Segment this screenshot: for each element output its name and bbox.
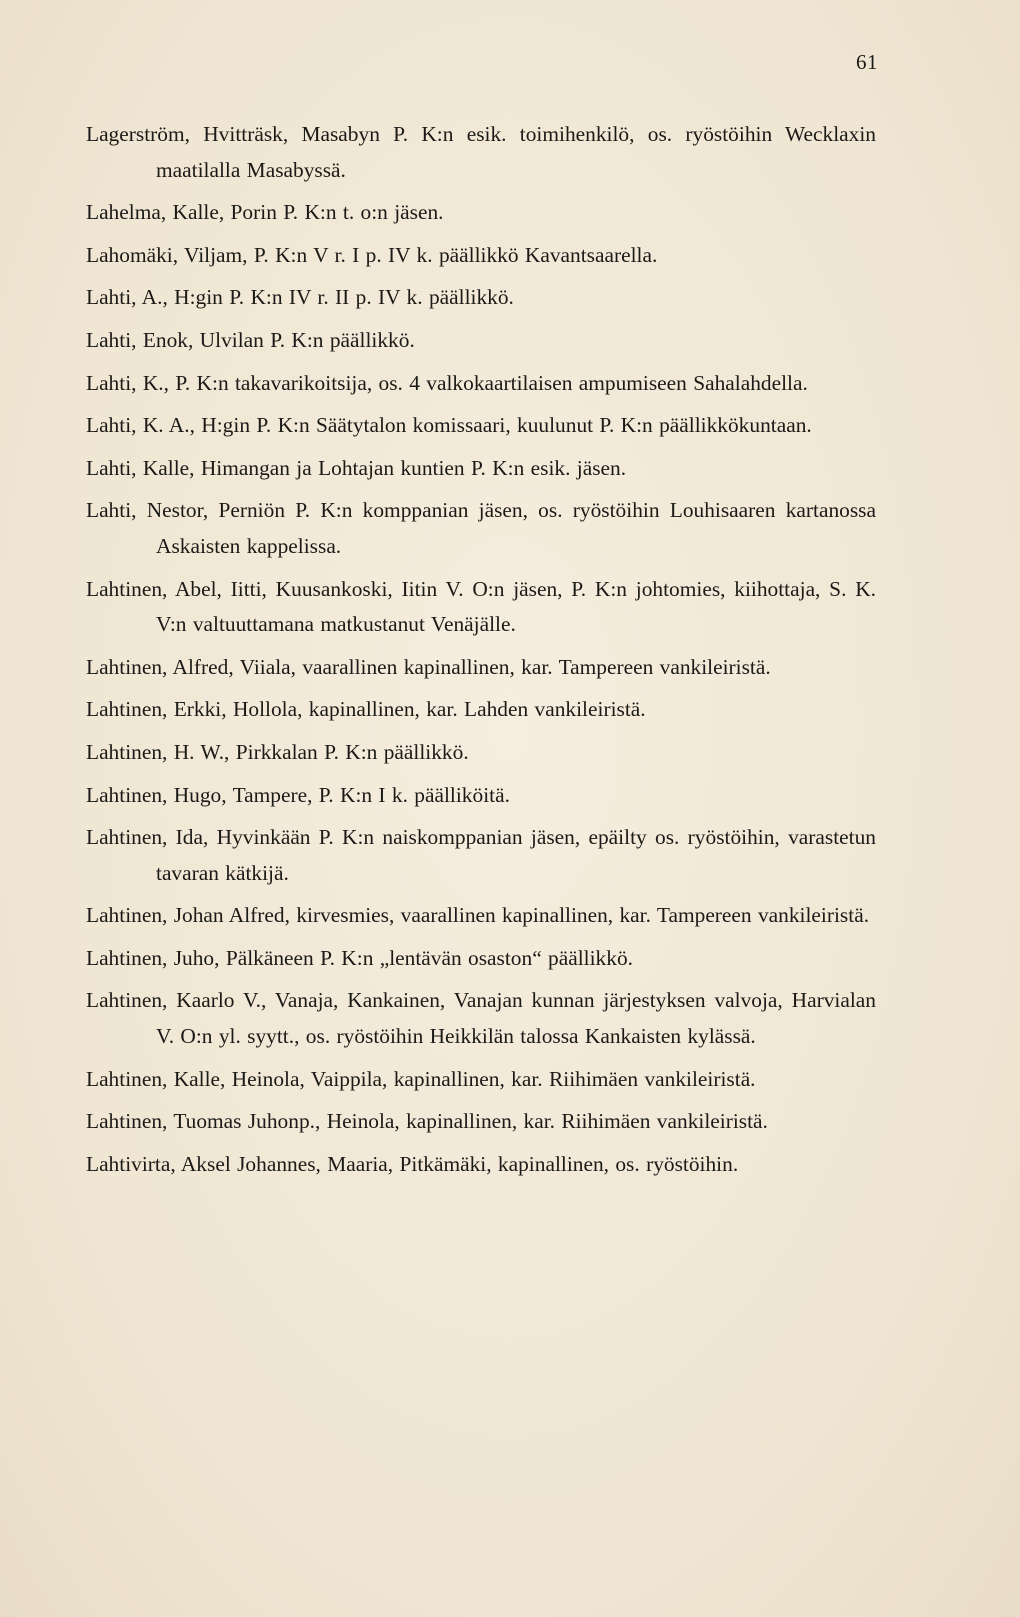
list-item: Lahti, Nestor, Perniön P. K:n komppanian jäsen, os. ryöstöihin Louhisaaren kartanossa Askaisten kappelissa.: [86, 498, 876, 558]
list-item: Lahomäki, Viljam, P. K:n V r. I p. IV k. päällikkö Kavantsaarella.: [86, 242, 658, 267]
list-item: Lahtinen, H. W., Pirkkalan P. K:n päällikkö.: [86, 739, 469, 764]
list-item: Lahti, Enok, Ulvilan P. K:n päällikkö.: [86, 327, 415, 352]
list-item: Lahti, Kalle, Himangan ja Lohtajan kuntien P. K:n esik. jäsen.: [86, 455, 627, 480]
list-item: Lahti, K. A., H:gin P. K:n Säätytalon komissaari, kuulunut P. K:n päällikkökuntaan.: [86, 413, 812, 438]
list-item: Lahti, K., P. K:n takavarikoitsija, os. 4 valkokaartilaisen ampumiseen Sahalahdella.: [86, 370, 808, 395]
list-item: Lahelma, Kalle, Porin P. K:n t. o:n jäsen.: [86, 200, 444, 225]
list-item: Lahtinen, Johan Alfred, kirvesmies, vaarallinen kapinallinen, kar. Tampereen vankileiristä.: [86, 903, 870, 928]
list-item: Lahti, A., H:gin P. K:n IV r. II p. IV k. päällikkö.: [86, 285, 514, 310]
entry-list: [86, 117, 876, 1189]
list-item: Lahtinen, Ida, Hyvinkään P. K:n naiskomppanian jäsen, epäilty os. ryöstöihin, varastetun tavaran kätkijä.: [86, 825, 876, 885]
list-item: Lahtinen, Juho, Pälkäneen P. K:n „lentävän osaston“ päällikkö.: [86, 945, 633, 970]
list-item: Lahtinen, Abel, Iitti, Kuusankoski, Iitin V. O:n jäsen, P. K:n johtomies, kiihottaja, S. K. V:n valtuuttamana matkustanut Venäjälle.: [86, 576, 876, 637]
list-item: Lahtinen, Kaarlo V., Vanaja, Kankainen, Vanajan kunnan järjestyksen valvoja, Harvialan V. O:n yl. syytt., os. ryöstöihin Heikkilän talossa Kankaisten kylässä.: [86, 988, 876, 1049]
list-item: Lahtinen, Hugo, Tampere, P. K:n I k. päälliköitä.: [86, 782, 510, 807]
list-item: Lahtinen, Tuomas Juhonp., Heinola, kapinallinen, kar. Riihimäen vankileiristä.: [86, 1109, 768, 1134]
list-item: Lahtivirta, Aksel Johannes, Maaria, Pitkämäki, kapinallinen, os. ryöstöihin.: [86, 1151, 739, 1176]
list-item: Lahtinen, Erkki, Hollola, kapinallinen, kar. Lahden vankileiristä.: [86, 697, 646, 722]
list-item: Lahtinen, Kalle, Heinola, Vaippila, kapinallinen, kar. Riihimäen vankileiristä.: [86, 1066, 756, 1091]
page-number: 61: [856, 50, 878, 74]
list-item: Lagerström, Hvitträsk, Masabyn P. K:n esik. toimihenkilö, os. ryöstöihin Wecklaxin maatilalla Masabyssä.: [86, 122, 876, 182]
list-item: Lahtinen, Alfred, Viiala, vaarallinen kapinallinen, kar. Tampereen vankileiristä.: [86, 654, 771, 679]
